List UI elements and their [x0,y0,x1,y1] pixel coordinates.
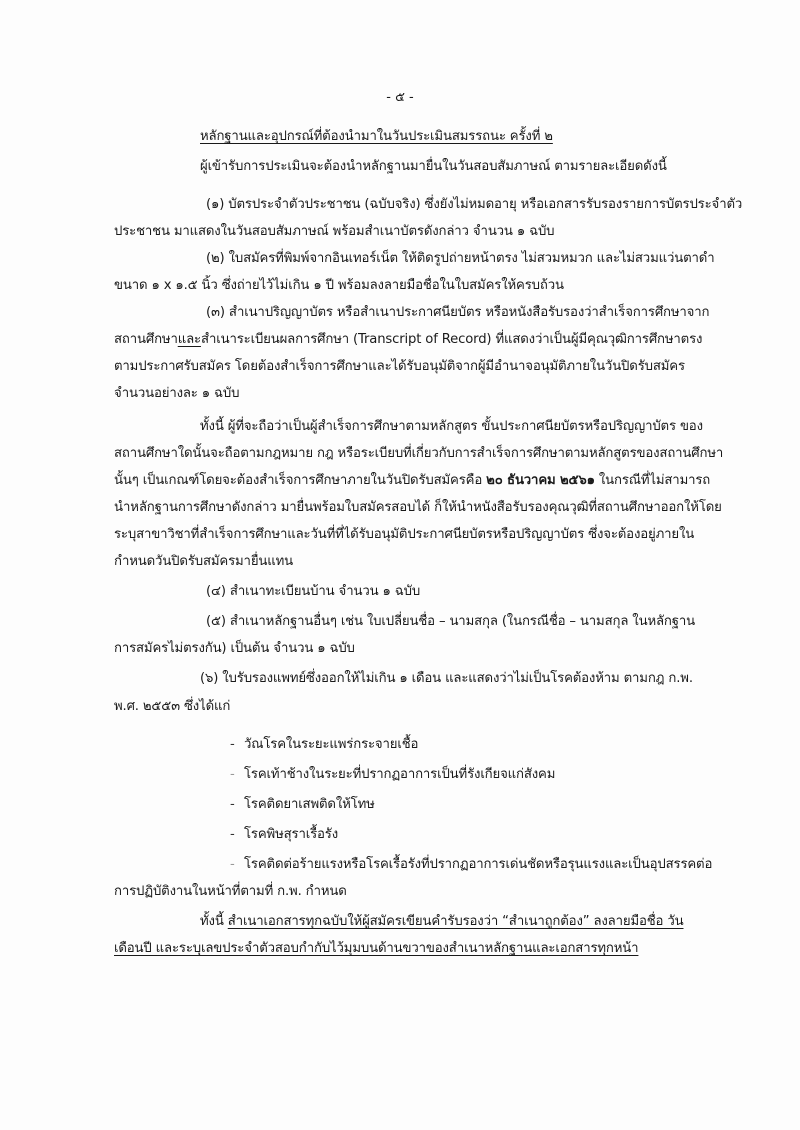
item-6-continuation: พ.ศ. ๒๕๕๓ ซึ่งได้แก่ [114,699,231,714]
item-1-continuation: ประชาชน มาแสดงในวันสอบสัมภาษณ์ พร้อมสำเนาบัตรดังกล่าว จำนวน ๑ ฉบับ [114,224,555,239]
note-line-4: นำหลักฐานการศึกษาดังกล่าว มายื่นพร้อมใบสมัครสอบได้ ก็ให้นำหนังสือรับรองคุณวุฒิที่สถานศึกษาออกให้โดย [114,500,722,515]
note-line-5: ระบุสาขาวิชาที่สำเร็จการศึกษาและวันที่ที่ได้รับอนุมัติประกาศนียบัตรหรือปริญญาบัตร ซึ่งจะต้องอยู่ภายใน [114,527,695,542]
bullet-dash: - [230,797,235,812]
item-3-line-3: ตามประกาศรับสมัคร โดยต้องสำเร็จการศึกษาและได้รับอนุมัติจากผู้มีอำนาจอนุมัติภายในวันปิดรับสมัคร [114,359,685,374]
item-3-line-2: สถานศึกษาและสำเนาระเบียนผลการศึกษา (Transcript of Record) ที่แสดงว่าเป็นผู้มีคุณวุฒิการศึกษาตรง [114,332,703,347]
section-heading: หลักฐานและอุปกรณ์ที่ต้องนำมาในวันประเมินสมรรถนะ ครั้งที่ ๒ [200,129,553,144]
disease-item-4: โรคพิษสุราเรื้อรัง [244,827,338,842]
item-1-label: (๑) [206,197,225,212]
disease-item-2: โรคเท้าช้างในระยะที่ปรากฏอาการเป็นที่รังเกียจแก่สังคม [244,767,556,782]
note-line-1: ทั้งนี้ ผู้ที่จะถือว่าเป็นผู้สำเร็จการศึกษาตามหลักสูตร ขั้นประกาศนียบัตรหรือปริญญาบัตร ของ [200,419,703,434]
intro-text: ผู้เข้ารับการประเมินจะต้องนำหลักฐานมายื่นในวันสอบสัมภาษณ์ ตามรายละเอียดดังนี้ [200,159,667,174]
page-number: - ๕ - [386,90,414,105]
closing-line-1: ทั้งนี้ สำเนาเอกสารทุกฉบับให้ผู้สมัครเขียนคำรับรองว่า “สำเนาถูกต้อง” ลงลายมือชื่อ วัน [200,914,684,929]
bullet-dash: - [230,827,235,842]
item-5-label: (๕) [206,614,226,629]
item-4: (๔) สำเนาทะเบียนบ้าน จำนวน ๑ ฉบับ [206,584,421,599]
note-line-6: กำหนดวันปิดรับสมัครมายื่นแทน [114,554,294,569]
disease-item-5-continuation: การปฏิบัติงานในหน้าที่ตามที่ ก.พ. กำหนด [114,884,347,899]
bullet-dash: - [230,857,235,872]
item-3-line-4: จำนวนอย่างละ ๑ ฉบับ [114,386,240,401]
disease-item-5: โรคติดต่อร้ายแรงหรือโรคเรื้อรังที่ปรากฏอาการเด่นชัดหรือรุนแรงและเป็นอุปสรรคต่อ [244,857,713,872]
bullet-dash: - [230,767,235,782]
closing-underlined-1: สำเนาเอกสารทุกฉบับให้ผู้สมัครเขียนคำรับรองว่า “สำเนาถูกต้อง” ลงลายมือชื่อ วัน [227,914,684,929]
disease-item-1: วัณโรคในระยะแพร่กระจายเชื้อ [244,737,419,752]
item-4-label: (๔) [206,584,226,599]
note-line-3: นั้นๆ เป็นเกณฑ์โดยจะต้องสำเร็จการศึกษาภายในวันปิดรับสมัครคือ ๒๐ ธันวาคม ๒๕๖๑ ในกรณีที่ไม่สามารถ [114,473,711,488]
item-3-label: (๓) [206,305,225,320]
note-line-2: สถานศึกษาใดนั้นจะถือตามกฎหมาย กฎ หรือระเบียบที่เกี่ยวกับการสำเร็จการศึกษาตามหลักสูตรของสถานศึกษา [114,446,724,461]
item-5-first-line: (๕) สำเนาหลักฐานอื่นๆ เช่น ใบเปลี่ยนชื่อ – นามสกุล (ในกรณีชื่อ – นามสกุล ในหลักฐาน [206,614,695,629]
item-1-first-line: (๑) บัตรประจำตัวประชาชน (ฉบับจริง) ซึ่งยังไม่หมดอายุ หรือเอกสารรับรองรายการบัตรประจำตัว [206,197,743,212]
item-3-first-line: (๓) สำเนาปริญญาบัตร หรือสำเนาประกาศนียบัตร หรือหนังสือรับรองว่าสำเร็จการศึกษาจาก [206,305,710,320]
item-2-first-line: (๒) ใบสมัครที่พิมพ์จากอินเทอร์เน็ต ให้ติดรูปถ่ายหน้าตรง ไม่สวมหมวก และไม่สวมแว่นตาดำ [206,251,715,266]
item-6-label: (๖) [200,671,219,686]
disease-item-3: โรคติดยาเสพติดให้โทษ [244,797,375,812]
closing-line-2: เดือนปี และระบุเลขประจำตัวสอบกำกับไว้มุมบนด้านขวาของสำเนาหลักฐานและเอกสารทุกหน้า [114,941,639,956]
bullet-dash: - [230,737,235,752]
and-underlined: และ [177,332,201,347]
item-5-continuation: การสมัครไม่ตรงกัน) เป็นต้น จำนวน ๑ ฉบับ [114,641,355,656]
item-6-first-line: (๖) ใบรับรองแพทย์ซึ่งออกให้ไม่เกิน ๑ เดือน และแสดงว่าไม่เป็นโรคต้องห้าม ตามกฎ ก.พ. [200,671,693,686]
item-2-continuation: ขนาด ๑ x ๑.๕ นิ้ว ซึ่งถ่ายไว้ไม่เกิน ๑ ปี พร้อมลงลายมือชื่อในใบสมัครให้ครบถ้วน [114,278,564,293]
item-2-label: (๒) [206,251,225,266]
deadline-date: ๒๐ ธันวาคม ๒๕๖๑ [486,473,595,488]
